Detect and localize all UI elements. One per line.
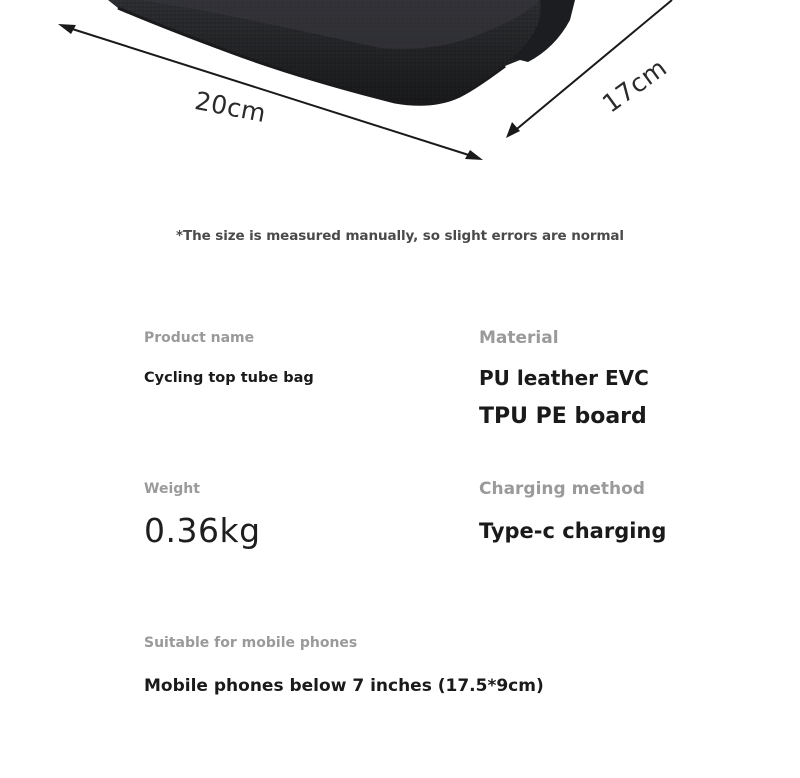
spec-weight <box>144 481 261 550</box>
spec-value: 0.36kg <box>144 511 261 550</box>
spec-charging-method <box>479 479 666 543</box>
spec-value <box>479 366 649 429</box>
width-dimension-label: 20cm <box>192 86 269 129</box>
spec-product-name <box>144 330 314 386</box>
material-line: TPU PE board <box>479 404 647 429</box>
material-line: PU leather EVC <box>479 366 649 390</box>
depth-dimension-label: 17cm <box>597 52 673 119</box>
spec-value: Type-c charging <box>479 519 667 543</box>
spec-label: Material <box>479 328 559 348</box>
spec-value: Mobile phones below 7 inches (17.5*9cm) <box>144 676 544 696</box>
spec-suitable-phones <box>144 635 544 696</box>
spec-label: Product name <box>144 330 255 346</box>
spec-label: Suitable for mobile phones <box>144 635 358 651</box>
bag-product-image <box>0 0 800 170</box>
spec-label: Weight <box>144 481 200 497</box>
measurement-note: *The size is measured manually, so slight errors are normal <box>176 228 624 244</box>
spec-label: Charging method <box>479 479 645 499</box>
spec-material <box>479 328 649 429</box>
spec-value: Cycling top tube bag <box>144 370 314 386</box>
